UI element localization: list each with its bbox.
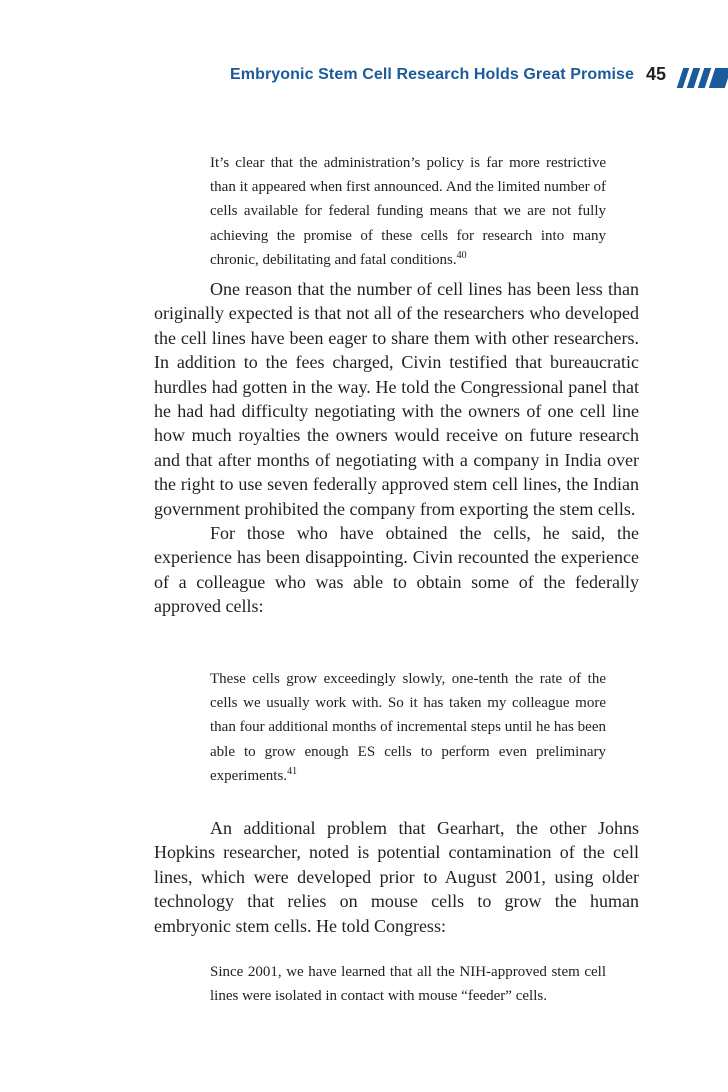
- paragraph-3: An additional problem that Gearhart, the other Johns Hopkins researcher, noted is potential contamination of the cell lines, which were developed prior to August 2001, using older technology that relies on mouse cells to grow the human embryonic stem cells. He told Congress:: [154, 818, 639, 936]
- footnote-ref-40: 40: [456, 249, 467, 261]
- block-quote-1: [210, 151, 606, 272]
- decorative-stripes: [676, 68, 728, 88]
- body-section-1: [154, 277, 639, 619]
- running-head-title: Embryonic Stem Cell Research Holds Great Promise: [230, 66, 635, 83]
- quote-1-text: It’s clear that the administration’s policy is far more restrictive than it appeared when first announced. And the limited number of cells available for federal funding means that we are not fully achieving the promise of these cells for research into many chronic, debilitating and fatal conditions.: [210, 155, 606, 268]
- body-section-2: [154, 816, 639, 938]
- quote-3-text: Since 2001, we have learned that all the NIH-approved stem cell lines were isolated in contact with mouse “feeder” cells.: [210, 964, 606, 1005]
- quote-2-text: These cells grow exceedingly slowly, one-tenth the rate of the cells we usually work with. So it has taken my colleague more than four additional months of incremental steps until he has been able to grow enough ES cells to perform even preliminary experiments.: [210, 671, 606, 784]
- paragraph-2: For those who have obtained the cells, he said, the experience has been disappointing. Civin recounted the experience of a colleague who was able to obtain some of the federally approved cells:: [154, 523, 639, 617]
- page-number: 45: [646, 64, 667, 84]
- block-quote-2: [210, 667, 606, 788]
- footnote-ref-41: 41: [287, 765, 298, 777]
- block-quote-3: [210, 960, 606, 1008]
- paragraph-1: One reason that the number of cell lines has been less than originally expected is that not all of the researchers who developed the cell lines have been eager to share them with other researchers. In addition to the fees charged, Civin testified that bureaucratic hurdles had gotten in the way. He told the Congressional panel that he had had difficulty negotiating with the owners of one cell line how much royalties the owners would receive on future research and that after months of negotiating with a company in India over the right to use seven federally approved stem cell lines, the Indian government prohibited the company from exporting the stem cells.: [154, 279, 639, 519]
